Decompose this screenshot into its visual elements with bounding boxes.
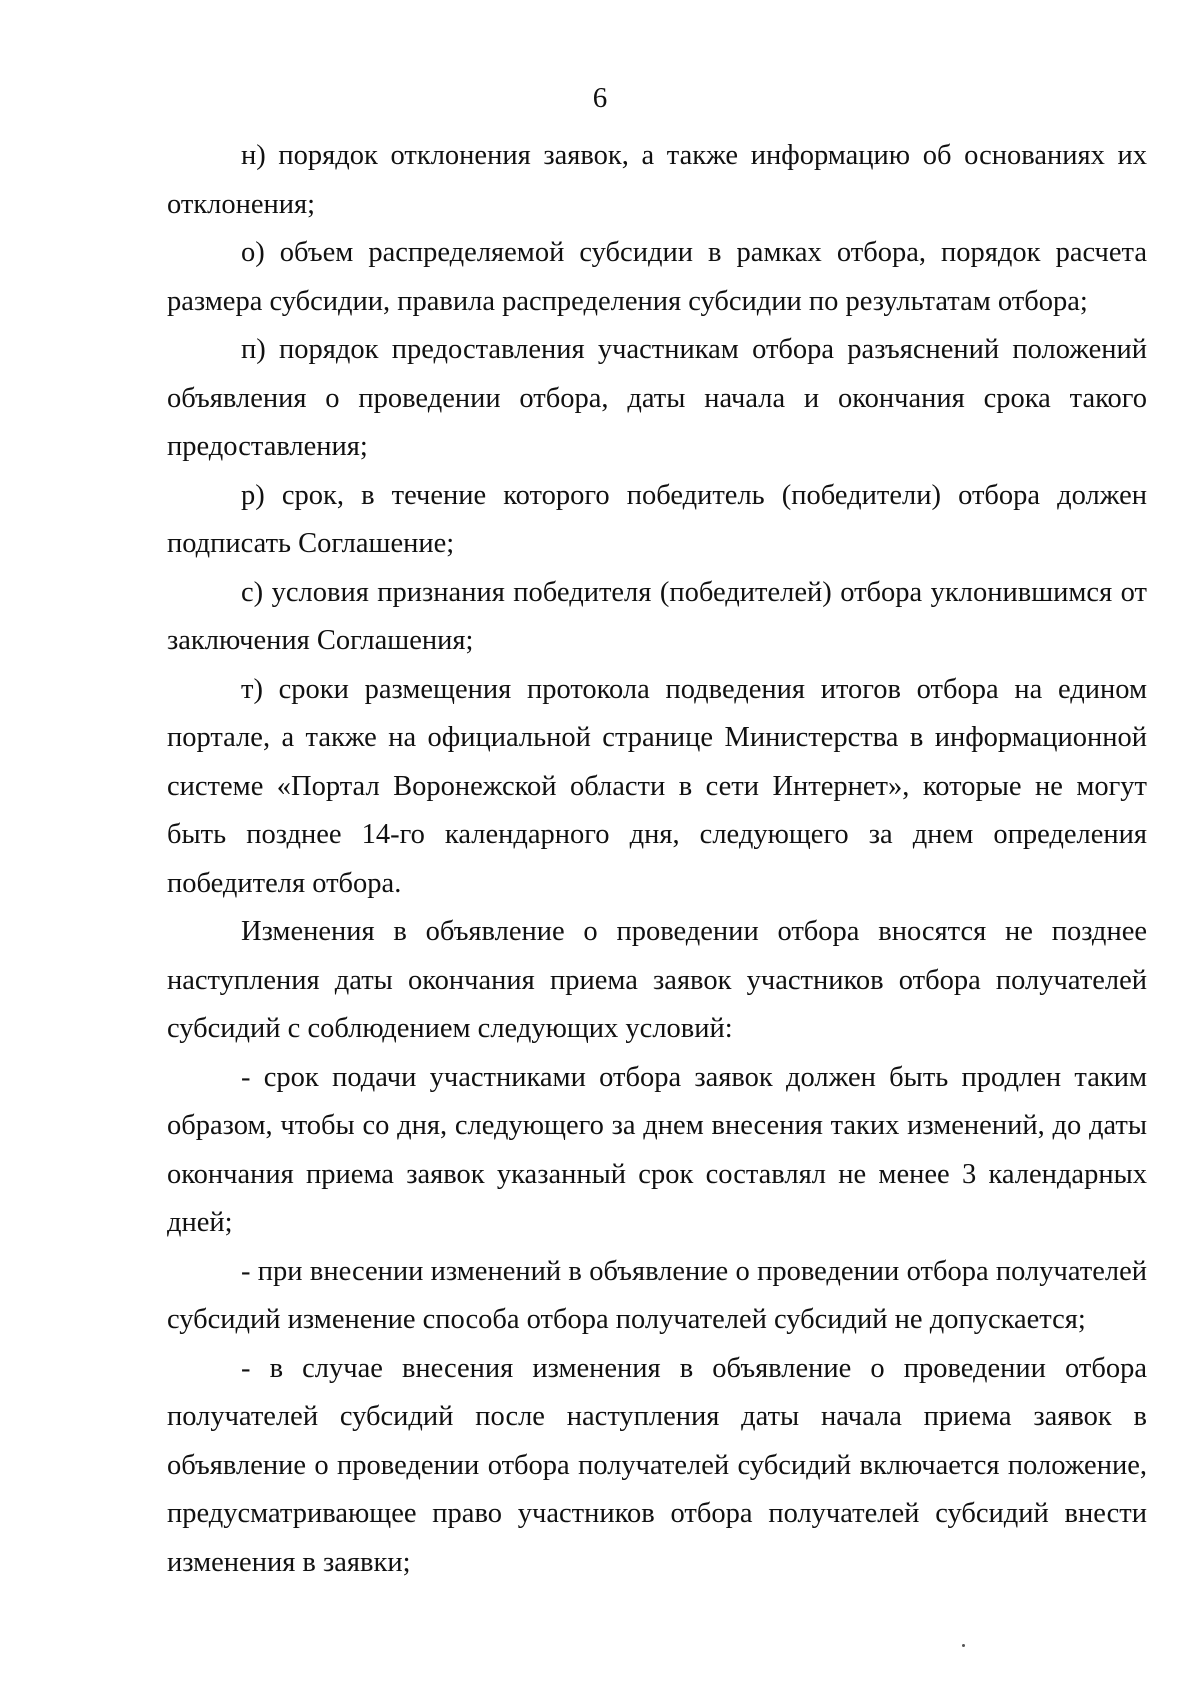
list-item-method-change: - при внесении изменений в объявление о проведении отбора получателей субсидий изменение способа отбора получателей субсидий не допускается; bbox=[167, 1255, 1147, 1335]
page-number: 6 bbox=[592, 82, 608, 114]
paragraph-n: н) порядок отклонения заявок, а также информацию об основаниях их отклонения; bbox=[167, 140, 1147, 220]
paragraph-r: р) срок, в течение которого победитель (победители) отбора должен подписать Соглашение; bbox=[167, 479, 1147, 559]
paragraph-amendments-intro: Изменения в объявление о проведении отбора вносятся не позднее наступления даты окончания приема заявок участников отбора получателей субсидий с соблюдением следующих условий: bbox=[167, 916, 1147, 1044]
scan-speck bbox=[962, 1644, 965, 1647]
paragraph-t: т) сроки размещения протокола подведения итогов отбора на едином портале, а также на официальной странице Министерства в информационной системе «Портал Воронежской области в сети Интернет», которые не могут быть позднее 14-го календарного дня, следующего за днем определения победителя отбора. bbox=[167, 673, 1147, 899]
list-item-deadline-extension: - срок подачи участниками отбора заявок должен быть продлен таким образом, чтобы со дня, следующего за днем внесения таких изменений, до даты окончания приема заявок указанный срок составлял не менее 3 календарных дней; bbox=[167, 1061, 1147, 1238]
paragraph-s: с) условия признания победителя (победителей) отбора уклонившимся от заключения Соглашения; bbox=[167, 576, 1147, 656]
list-item-application-changes: - в случае внесения изменения в объявление о проведении отбора получателей субсидий после наступления даты начала приема заявок в объявление о проведении отбора получателей субсидий включается положение, предусматривающее право участников отбора получателей субсидий внести изменения в заявки; bbox=[167, 1352, 1147, 1578]
paragraph-o: о) объем распределяемой субсидии в рамках отбора, порядок расчета размера субсидии, правила распределения субсидии по результатам отбора; bbox=[167, 237, 1147, 317]
paragraph-p: п) порядок предоставления участникам отбора разъяснений положений объявления о проведении отбора, даты начала и окончания срока такого предоставления; bbox=[167, 334, 1147, 462]
document-body bbox=[167, 132, 1147, 1587]
